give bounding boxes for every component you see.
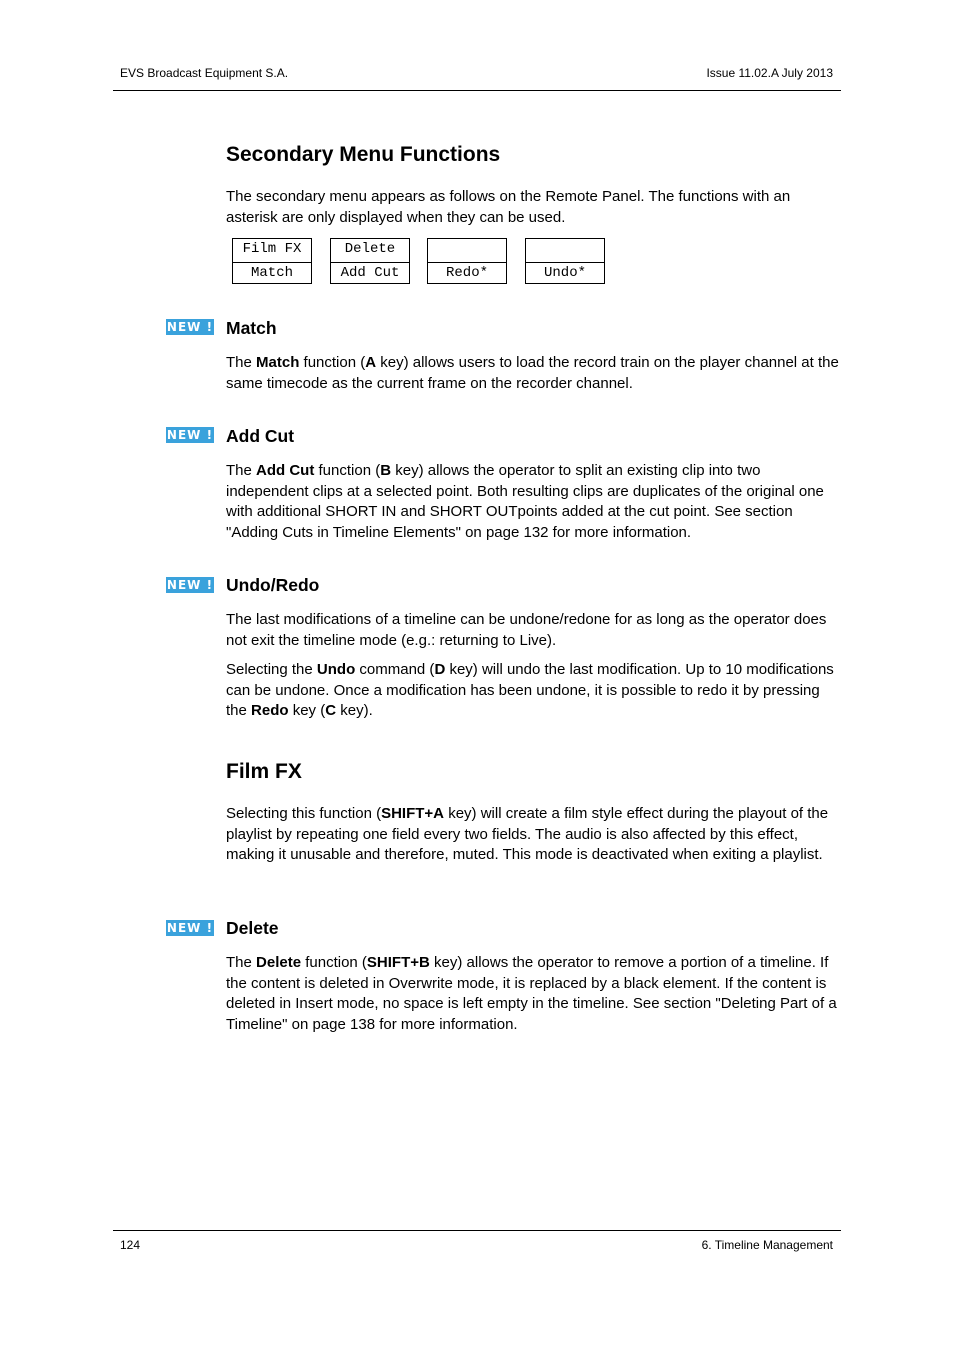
subsection-title-delete: Delete — [226, 918, 279, 938]
menu-key-b-shift-label: Delete — [331, 239, 409, 263]
menu-key-a-label: Match — [250, 265, 293, 281]
footer-section: 6. Timeline Management — [701, 1238, 833, 1252]
footer-page-number: 124 — [120, 1238, 141, 1252]
header-company: EVS Broadcast Equipment S.A. — [120, 66, 289, 80]
section-title-secondary-menu: Secondary Menu Functions — [226, 143, 501, 166]
menu-key-a-shift-label: Film FX — [233, 239, 311, 263]
menu-key-d — [525, 238, 605, 284]
subsection-title-match: Match — [226, 318, 277, 338]
undo-redo-paragraph-1: The last modifications of a timeline can be undone/redone for as long as the operator does not exit the timeline mode (e.g.: returning to Live). — [226, 611, 827, 649]
delete-paragraph: The Delete function (SHIFT+B key) allows the operator to remove a portion of a timeline. If the content is deleted in Overwrite mode, it is replaced by a black element. If the content is deleted in Insert mode, no space is left empty in the timeline. See section "Deleting Part of a Timeline" on page 138 for more information. — [226, 954, 837, 1033]
header-rule — [113, 90, 841, 91]
menu-key-d-label: Undo* — [543, 265, 586, 281]
new-badge: NEW ! — [166, 578, 214, 592]
menu-key-a — [232, 238, 312, 284]
match-paragraph: The Match function (A key) allows users to load the record train on the player channel at the same timecode as the current frame on the recorder channel. — [226, 354, 839, 392]
footer-rule — [113, 1230, 841, 1231]
menu-key-c-shift-label — [428, 239, 506, 263]
menu-key-c-label: Redo* — [445, 265, 488, 281]
subsection-title-add-cut: Add Cut — [226, 426, 295, 446]
subsection-title-undo-redo: Undo/Redo — [226, 575, 320, 595]
menu-key-d-shift-label — [526, 239, 604, 263]
section-title-film-fx: Film FX — [226, 760, 302, 783]
new-badge: NEW ! — [166, 320, 214, 334]
header-issue: Issue 11.02.A July 2013 — [706, 66, 833, 80]
film-fx-paragraph: Selecting this function (SHIFT+A key) will create a film style effect during the playout of the playlist by repeating one field every two fields. The audio is also affected by this effect, making it unusable and therefore, muted. This mode is deactivated when exiting a playlist. — [226, 805, 829, 864]
menu-key-b-label: Add Cut — [340, 265, 400, 281]
menu-key-b — [330, 238, 410, 284]
undo-redo-paragraph-2: Selecting the Undo command (D key) will undo the last modification. Up to 10 modifications can be undone. Once a modification has been undone, it is possible to redo it by pressing the Redo key (C key). — [226, 661, 834, 720]
new-badge: NEW ! — [166, 921, 214, 935]
add-cut-paragraph: The Add Cut function (B key) allows the operator to split an existing clip into two independent clips at a selected point. Both resulting clips are duplicates of the original one with additional SHORT IN and SHORT OUTpoints added at the cut point. See section "Adding Cuts in Timeline Elements" on page 132 for more information. — [226, 462, 824, 541]
new-badge: NEW ! — [166, 428, 214, 442]
secondary-menu-intro: The secondary menu appears as follows on the Remote Panel. The functions with an asterisk are only displayed when they can be used. — [226, 188, 791, 226]
menu-key-c — [427, 238, 507, 284]
